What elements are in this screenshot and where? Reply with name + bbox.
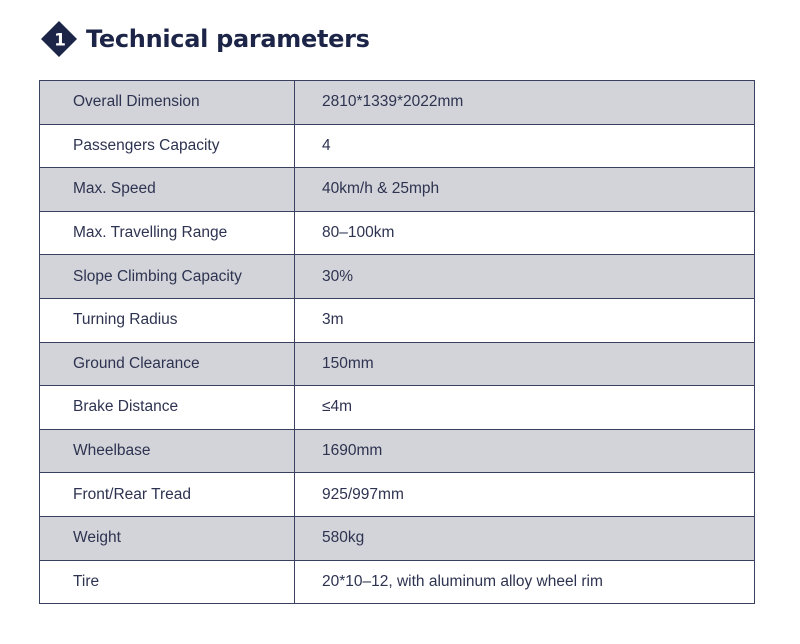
spec-label: Brake Distance: [40, 386, 295, 430]
spec-label: Front/Rear Tread: [40, 473, 295, 517]
spec-value: 1690mm: [295, 429, 755, 473]
spec-label: Slope Climbing Capacity: [40, 255, 295, 299]
spec-label: Ground Clearance: [40, 342, 295, 386]
table-row: [40, 516, 755, 560]
spec-value: 30%: [295, 255, 755, 299]
table-row: [40, 560, 755, 604]
table-row: [40, 342, 755, 386]
spec-value: 40km/h & 25mph: [295, 168, 755, 212]
spec-value: 20*10–12, with aluminum alloy wheel rim: [295, 560, 755, 604]
spec-value: 150mm: [295, 342, 755, 386]
spec-label: Max. Speed: [40, 168, 295, 212]
page-title: Technical parameters: [86, 25, 370, 53]
table-row: [40, 298, 755, 342]
spec-value: 925/997mm: [295, 473, 755, 517]
spec-label: Wheelbase: [40, 429, 295, 473]
spec-label: Max. Travelling Range: [40, 211, 295, 255]
spec-value: 3m: [295, 298, 755, 342]
spec-value: 4: [295, 124, 755, 168]
table-row: [40, 211, 755, 255]
table-row: [40, 124, 755, 168]
spec-label: Turning Radius: [40, 298, 295, 342]
table-row: [40, 429, 755, 473]
spec-label: Weight: [40, 516, 295, 560]
table-row: [40, 81, 755, 125]
technical-parameters-table: [39, 80, 755, 604]
numbered-diamond-icon: [40, 20, 78, 58]
spec-value: 580kg: [295, 516, 755, 560]
table-row: [40, 473, 755, 517]
spec-label: Passengers Capacity: [40, 124, 295, 168]
spec-value: 80–100km: [295, 211, 755, 255]
table-row: [40, 168, 755, 212]
section-number: 1: [54, 30, 66, 51]
table-row: [40, 386, 755, 430]
spec-label: Tire: [40, 560, 295, 604]
spec-value: ≤4m: [295, 386, 755, 430]
table-row: [40, 255, 755, 299]
spec-value: 2810*1339*2022mm: [295, 81, 755, 125]
spec-label: Overall Dimension: [40, 81, 295, 125]
section-header: [40, 18, 370, 60]
